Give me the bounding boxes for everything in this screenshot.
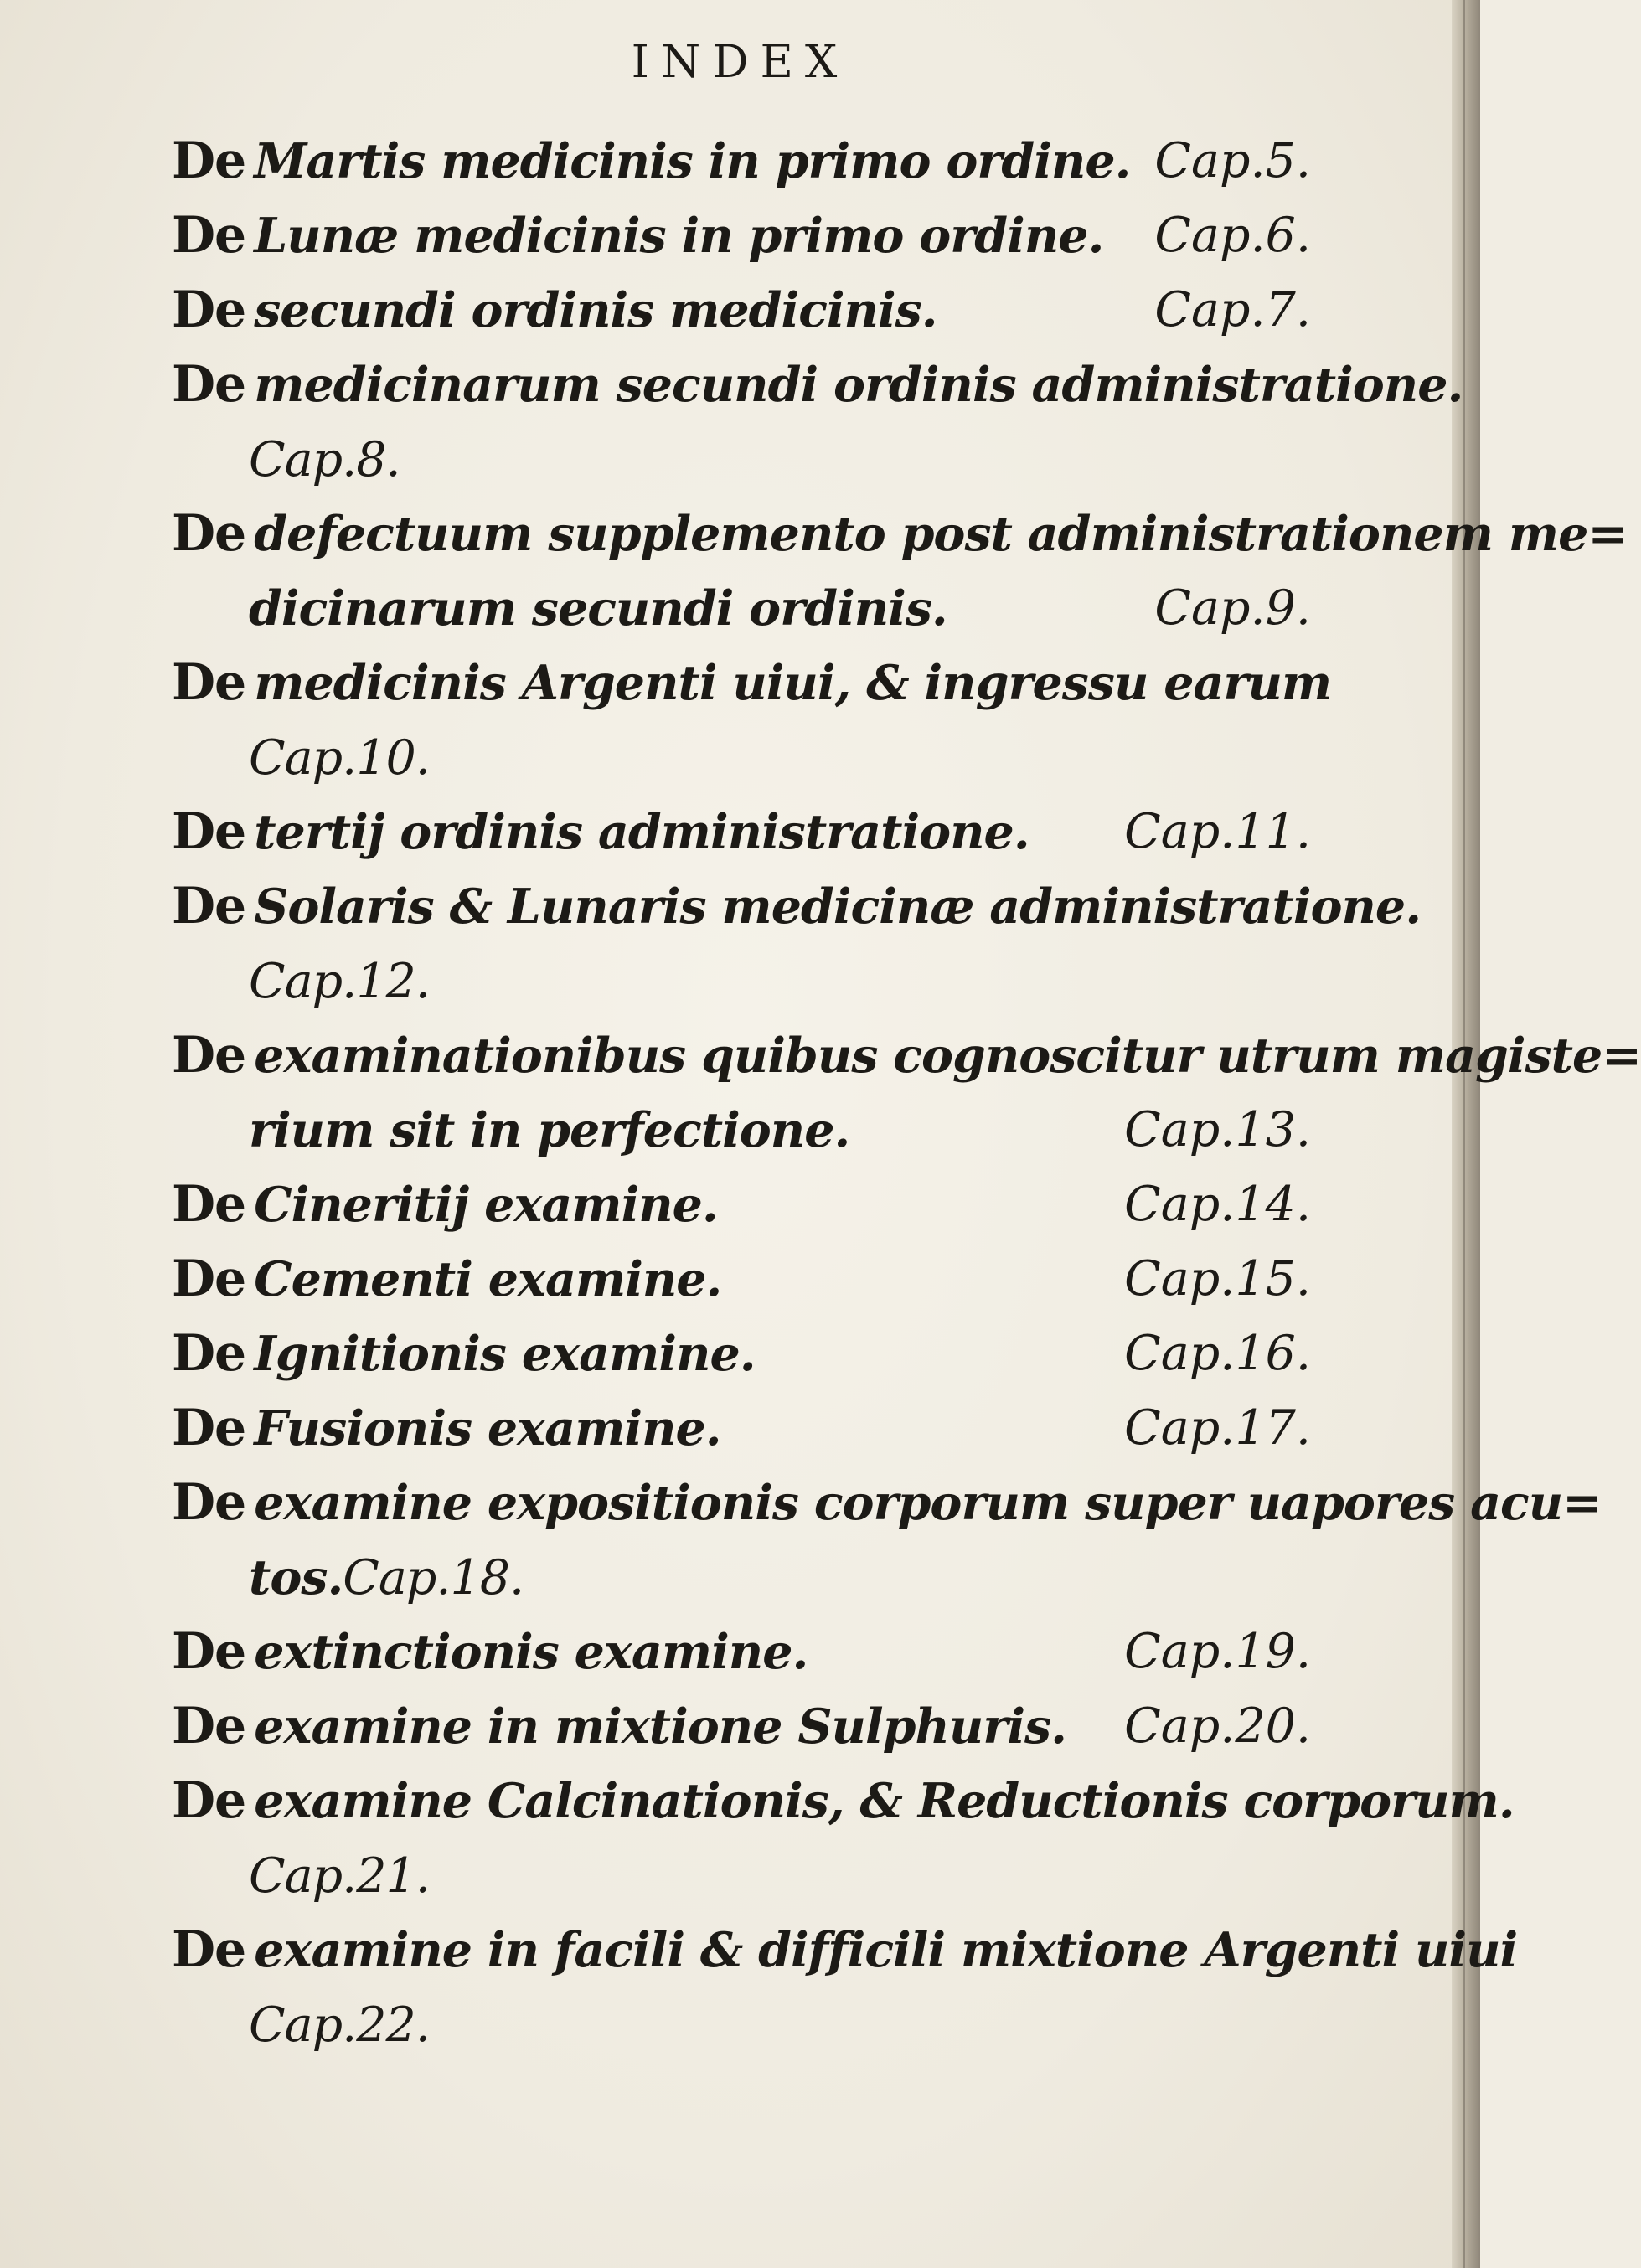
entry-prefix: De bbox=[172, 281, 246, 339]
chapter-number: Cap.14. bbox=[1124, 1177, 1311, 1232]
entry-prefix: De bbox=[172, 877, 246, 936]
entry-title: examine Calcinationis, & Reductionis corporum. bbox=[254, 1773, 1515, 1829]
entry-line bbox=[172, 124, 1311, 198]
index-entry bbox=[172, 1615, 1311, 1689]
entry-line bbox=[172, 1317, 1311, 1391]
entry-line bbox=[172, 1615, 1311, 1689]
index-entry bbox=[172, 1317, 1311, 1391]
entry-title: Solaris & Lunaris medicinæ administratione. bbox=[254, 879, 1422, 935]
entry-title-continued: tos. bbox=[249, 1549, 343, 1606]
entry-title: medicinis Argenti uiui, & ingressu earum bbox=[254, 655, 1332, 711]
entry-continuation bbox=[172, 571, 1311, 646]
index-entry bbox=[172, 869, 1422, 1018]
entry-prefix: De bbox=[172, 1026, 246, 1085]
index-entry bbox=[172, 1391, 1311, 1466]
entry-prefix: De bbox=[172, 1250, 246, 1308]
entry-title: secundi ordinis medicinis. bbox=[254, 282, 937, 338]
chapter-number: Cap.13. bbox=[1124, 1102, 1311, 1157]
entry-line bbox=[172, 1764, 1515, 1838]
page-header: INDEX bbox=[631, 35, 849, 88]
entry-continuation bbox=[172, 1987, 1311, 2062]
entry-prefix: De bbox=[172, 131, 246, 190]
entry-title-continued: rium sit in perfectione. bbox=[249, 1102, 850, 1158]
entry-prefix: De bbox=[172, 504, 246, 563]
chapter-number: Cap.5. bbox=[1154, 133, 1311, 188]
entry-line bbox=[172, 497, 1628, 571]
chapter-number: Cap.10. bbox=[249, 730, 430, 786]
entry-line bbox=[172, 1168, 1311, 1242]
entry-title: Martis medicinis in primo ordine. bbox=[254, 133, 1131, 189]
entry-title: tertij ordinis administratione. bbox=[254, 804, 1029, 860]
entry-continuation bbox=[172, 1540, 1311, 1615]
entry-line bbox=[172, 646, 1332, 720]
entry-line bbox=[172, 869, 1422, 944]
index-entry bbox=[172, 198, 1311, 273]
entry-prefix: De bbox=[172, 1697, 246, 1755]
index-entry bbox=[172, 124, 1311, 198]
entry-continuation bbox=[172, 944, 1311, 1018]
entry-line bbox=[172, 1018, 1641, 1093]
entry-prefix: De bbox=[172, 1771, 246, 1830]
index-entry bbox=[172, 795, 1311, 869]
entry-line bbox=[172, 348, 1463, 422]
index-entry bbox=[172, 497, 1628, 646]
entry-prefix: De bbox=[172, 802, 246, 861]
chapter-number: Cap.15. bbox=[1124, 1251, 1311, 1307]
entry-prefix: De bbox=[172, 1920, 246, 1979]
chapter-number: Cap.22. bbox=[249, 1997, 430, 2053]
chapter-number: Cap.6. bbox=[1154, 208, 1311, 263]
entry-title: examine in mixtione Sulphuris. bbox=[254, 1698, 1066, 1755]
entry-title: Fusionis examine. bbox=[254, 1400, 721, 1456]
index-entry bbox=[172, 1242, 1311, 1317]
entry-line bbox=[172, 1689, 1311, 1764]
entry-line bbox=[172, 1913, 1518, 1987]
entry-line bbox=[172, 1391, 1311, 1466]
chapter-number: Cap.20. bbox=[1124, 1698, 1311, 1754]
index-entry bbox=[172, 1018, 1641, 1168]
entry-continuation bbox=[172, 1093, 1311, 1168]
entry-line bbox=[172, 795, 1311, 869]
index-entry bbox=[172, 273, 1311, 348]
entry-title-continued: dicinarum secundi ordinis. bbox=[249, 580, 947, 637]
entry-prefix: De bbox=[172, 1399, 246, 1457]
entry-title: medicinarum secundi ordinis administratione. bbox=[254, 357, 1463, 413]
entry-line bbox=[172, 1466, 1602, 1540]
chapter-number: Cap.8. bbox=[249, 432, 400, 487]
entry-title: Ignitionis examine. bbox=[254, 1326, 756, 1382]
entry-prefix: De bbox=[172, 1175, 246, 1234]
index-entry bbox=[172, 348, 1463, 497]
index-entry bbox=[172, 1466, 1602, 1615]
chapter-number: Cap.19. bbox=[1124, 1624, 1311, 1679]
entry-title: Cineritij examine. bbox=[254, 1177, 718, 1233]
entry-title: defectuum supplemento post administrationem me= bbox=[254, 506, 1628, 562]
entry-line bbox=[172, 1242, 1311, 1317]
entry-continuation bbox=[172, 1838, 1311, 1913]
entry-line bbox=[172, 198, 1311, 273]
index-entry bbox=[172, 1689, 1311, 1764]
entry-prefix: De bbox=[172, 1622, 246, 1681]
chapter-number: Cap.9. bbox=[1154, 580, 1311, 636]
entry-continuation bbox=[172, 720, 1311, 795]
index-entry bbox=[172, 1913, 1518, 2062]
entry-prefix: De bbox=[172, 1324, 246, 1383]
chapter-number: Cap.18. bbox=[343, 1550, 524, 1606]
entry-title: extinctionis examine. bbox=[254, 1624, 808, 1680]
entry-continuation bbox=[172, 422, 1311, 497]
entry-prefix: De bbox=[172, 206, 246, 265]
chapter-number: Cap.7. bbox=[1154, 282, 1311, 338]
entry-title: Lunæ medicinis in primo ordine. bbox=[254, 208, 1104, 264]
chapter-number: Cap.17. bbox=[1124, 1400, 1311, 1456]
entry-prefix: De bbox=[172, 1473, 246, 1532]
chapter-number: Cap.21. bbox=[249, 1848, 430, 1904]
index-entries bbox=[172, 124, 1641, 2062]
entry-prefix: De bbox=[172, 653, 246, 712]
chapter-number: Cap.16. bbox=[1124, 1326, 1311, 1381]
index-entry bbox=[172, 646, 1332, 795]
entry-title: Cementi examine. bbox=[254, 1251, 722, 1307]
chapter-number: Cap.11. bbox=[1124, 804, 1311, 859]
entry-line bbox=[172, 273, 1311, 348]
chapter-number: Cap.12. bbox=[249, 954, 430, 1009]
index-entry bbox=[172, 1168, 1311, 1242]
entry-title: examine in facili & difficili mixtione Argenti uiui bbox=[254, 1922, 1518, 1978]
entry-title: examinationibus quibus cognoscitur utrum magiste= bbox=[254, 1028, 1641, 1084]
entry-prefix: De bbox=[172, 355, 246, 414]
index-entry bbox=[172, 1764, 1515, 1913]
entry-title: examine expositionis corporum super uapores acu= bbox=[254, 1475, 1602, 1531]
